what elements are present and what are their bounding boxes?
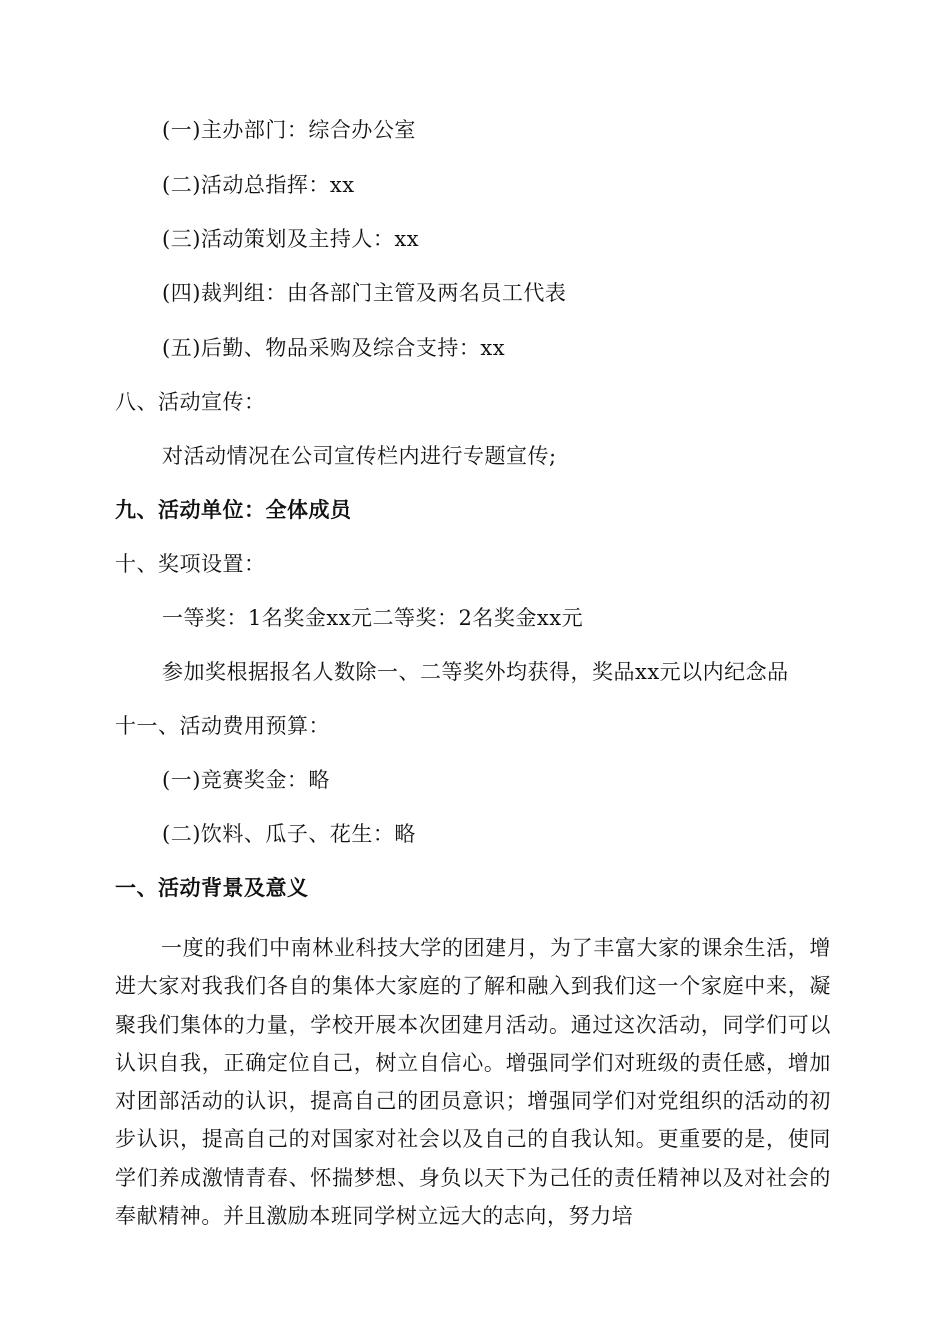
section-11-heading: 十一、活动费用预算：: [115, 714, 330, 738]
section-1-heading: 一、活动背景及意义: [115, 875, 309, 900]
planner-host-line: (三)活动策划及主持人：xx: [162, 227, 420, 251]
organizer-line: (一)主办部门：综合办公室: [162, 118, 416, 142]
background-paragraph: 一度的我们中南林业科技大学的团建月，为了丰富大家的课余生活，增进大家对我我们各自的集体大家庭的了解和融入到我们这一个家庭中来，凝聚我们集体的力量，学校开展本次团建月活动。通过这次活动，同学们可以认识自我，正确定位自己，树立自信心。增强同学们对班级的责任感，增加对团部活动的认识，提高自己的团员意识；增强同学们对党组织的活动的初步认识，提高自己的对国家对社会以及自己的自我认知。更重要的是，使同学们养成激情青春、怀揣梦想、身负以天下为己任的责任精神以及对社会的奉献精神。并且激励本班同学树立远大的志向，努力培: [115, 936, 831, 1229]
publicity-text: 对活动情况在公司宣传栏内进行专题宣传;: [162, 444, 557, 468]
judges-line: (四)裁判组：由各部门主管及两名员工代表: [162, 281, 567, 305]
budget-snacks-line: (二)饮料、瓜子、花生：略: [162, 822, 416, 846]
section-9-heading: 九、活动单位：全体成员: [115, 497, 352, 522]
participation-prize-text: 参加奖根据报名人数除一、二等奖外均获得，奖品xx元以内纪念品: [162, 660, 789, 684]
section-8-heading: 八、活动宣传：: [115, 390, 266, 414]
commander-line: (二)活动总指挥：xx: [162, 173, 355, 197]
budget-prize-line: (一)竞赛奖金：略: [162, 768, 330, 792]
logistics-line: (五)后勤、物品采购及综合支持：xx: [162, 336, 506, 360]
section-10-heading: 十、奖项设置：: [115, 552, 266, 576]
prize-levels-text: 一等奖：1名奖金xx元二等奖：2名奖金xx元: [162, 606, 584, 630]
